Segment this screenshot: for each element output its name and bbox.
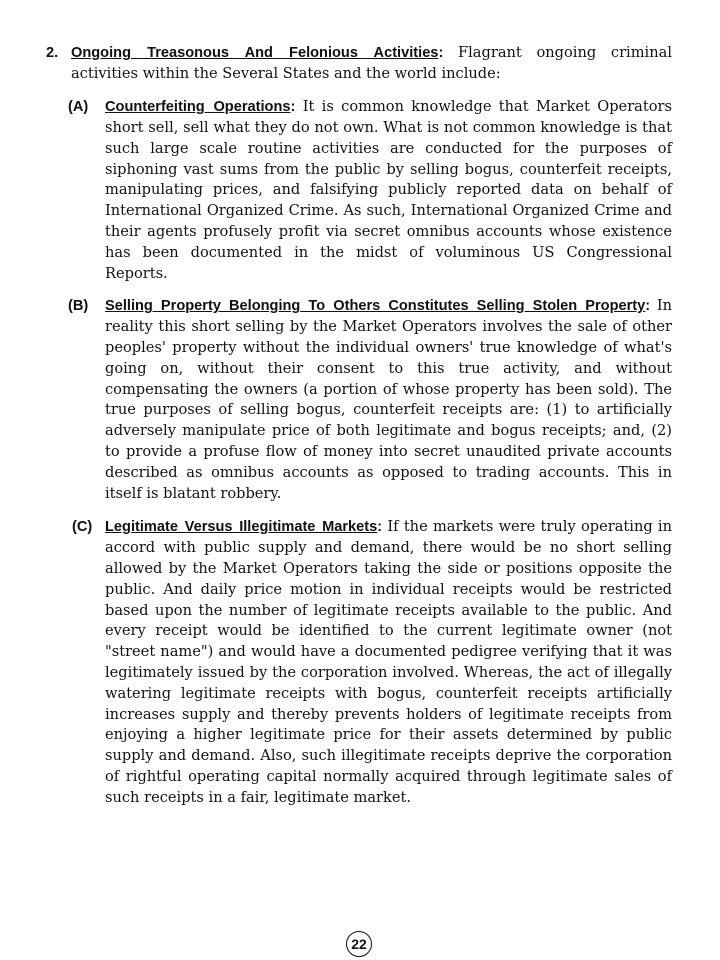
subsection-a <box>46 97 672 284</box>
subsection-b <box>46 296 672 504</box>
section-title: Ongoing Treasonous And Felonious Activities <box>71 45 439 61</box>
subsection-b-body: In reality this short selling by the Market Operators involves the sale of other peoples' property without the individual owners' true knowledge of what's going on, without their consent to this true activity, and without compensating the owners (a portion of whose property has been sold). The true purposes of selling bogus, counterfeit receipts are: (1) to artificially adversely manipulate price of both legitimate and bogus receipts; and, (2) to provide a profuse flow of money into secret unaudited private accounts described as omnibus accounts as opposed to trading accounts. This in itself is blatant robbery. <box>105 297 672 502</box>
section-intro: Flagrant ongoing criminal activities within the Several States and the world include: <box>71 44 672 82</box>
subsection-b-colon: : <box>645 298 651 315</box>
subsection-a-label: (A) <box>68 99 89 116</box>
subsection-c-body: If the markets were truly operating in accord with public supply and demand, there would be no short selling allowed by the Market Operators taking the side or positions opposite the public. And daily price motion in individual receipts would be restricted based upon the number of legitimate receipts available to the public. And every receipt would be identified to the current legitimate owner (not "street name") and would have a documented pedigree verifying that it was legitimately issued by the corporation involved. Whereas, the act of illegally watering legitimate receipts with bogus, counterfeit receipts artificially increases supply and thereby prevents holders of legitimate receipts from enjoying a higher legitimate price for their assets determined by public supply and demand. Also, such illegitimate receipts deprive the corporation of rightful operating capital normally acquired through legitimate sales of such receipts in a fair, legitimate market. <box>105 518 673 806</box>
section-heading-paragraph <box>46 43 672 84</box>
subsection-b-label: (B) <box>68 298 89 315</box>
subsection-c-label: (C) <box>72 519 93 536</box>
subsection-c-colon: : <box>377 519 383 536</box>
subsection-a-body: It is common knowledge that Market Operators short sell, sell what they do not own. What is not common knowledge is that such large scale routine activities are conducted for the purposes of siphoning vast sums from the public by selling bogus, counterfeit receipts, manipulating prices, and falsifying publicly reported data on behalf of International Organized Crime. As such, International Organized Crime and their agents profusely profit via secret omnibus accounts whose existence has been documented in the midst of voluminous US Congressional Reports. <box>105 98 672 282</box>
subsection-c <box>46 517 672 808</box>
subsection-a-title: Counterfeiting Operations <box>105 99 291 116</box>
subsection-c-title: Legitimate Versus Illegitimate Markets <box>105 519 378 536</box>
page-number: 22 <box>346 931 372 957</box>
subsection-b-title: Selling Property Belonging To Others Constitutes Selling Stolen Property <box>105 298 646 315</box>
section-item-2 <box>46 43 672 808</box>
section-title-colon: : <box>438 45 444 61</box>
section-number: 2. <box>46 45 59 61</box>
subsection-a-colon: : <box>290 99 296 116</box>
